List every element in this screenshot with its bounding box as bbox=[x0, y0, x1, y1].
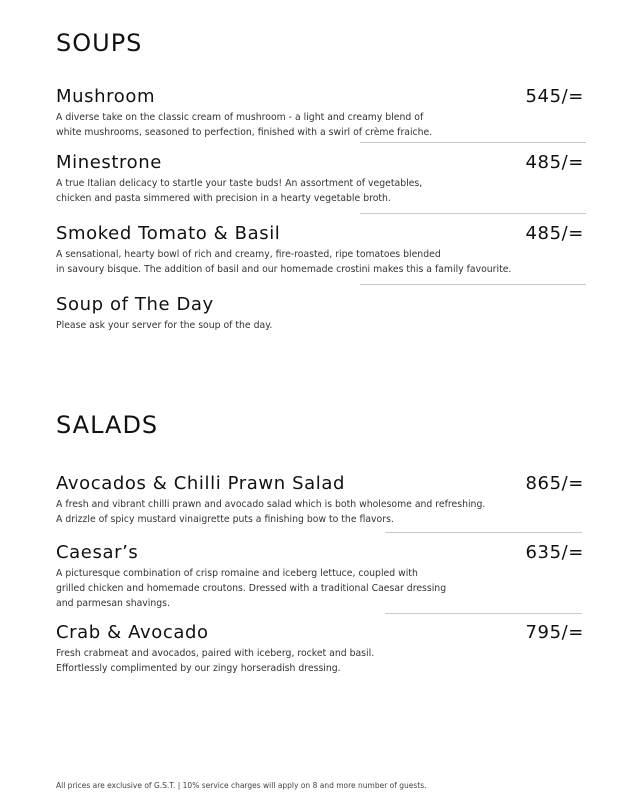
divider bbox=[360, 213, 586, 214]
item-price: 795/= bbox=[525, 622, 584, 643]
item-price: 485/= bbox=[525, 152, 584, 173]
item-name: Crab & Avocado bbox=[56, 622, 209, 643]
divider bbox=[360, 284, 586, 285]
item-name: Mushroom bbox=[56, 86, 156, 107]
price-disclaimer: All prices are exclusive of G.S.T. | 10% service charges will apply on 8 and more number of guests. bbox=[56, 781, 427, 790]
item-name: Soup of The Day bbox=[56, 294, 214, 315]
item-price: 485/= bbox=[525, 223, 584, 244]
item-price: 635/= bbox=[525, 542, 584, 563]
divider bbox=[385, 532, 582, 533]
item-description: A picturesque combination of crisp romaine and iceberg lettuce, coupled with grilled chicken and homemade croutons. Dressed with a traditional Caesar dressing and parmesan shavings. bbox=[56, 568, 447, 609]
item-description: A diverse take on the classic cream of mushroom - a light and creamy blend of white mushrooms, seasoned to perfection, finished with a swirl of crème fraiche. bbox=[56, 112, 433, 138]
menu-item-mushroom bbox=[56, 86, 584, 140]
item-price: 865/= bbox=[525, 473, 584, 494]
divider bbox=[360, 142, 586, 143]
menu-item-minestrone bbox=[56, 152, 584, 206]
item-price: 545/= bbox=[525, 86, 584, 107]
item-description: A fresh and vibrant chilli prawn and avocado salad which is both wholesome and refreshing. A drizzle of spicy mustard vinaigrette puts a finishing bow to the flavors. bbox=[56, 499, 486, 525]
menu-item-caesars bbox=[56, 542, 584, 611]
soups-heading: SOUPS bbox=[56, 29, 143, 57]
item-name: Smoked Tomato & Basil bbox=[56, 223, 281, 244]
menu-item-avocados-chilli-prawn bbox=[56, 473, 584, 527]
item-description: Fresh crabmeat and avocados, paired with iceberg, rocket and basil. Effortlessly complimented by our zingy horseradish dressing. bbox=[56, 648, 375, 674]
divider bbox=[385, 613, 582, 614]
item-description: A true Italian delicacy to startle your taste buds! An assortment of vegetables, chicken and pasta simmered with precision in a hearty vegetable broth. bbox=[56, 178, 423, 204]
menu-item-soup-of-the-day bbox=[56, 294, 584, 333]
item-name: Minestrone bbox=[56, 152, 162, 173]
menu-item-crab-avocado bbox=[56, 622, 584, 676]
item-description: A sensational, hearty bowl of rich and creamy, fire-roasted, ripe tomatoes blended in savoury bisque. The addition of basil and our homemade crostini makes this a family favourite. bbox=[56, 249, 512, 275]
menu-item-smoked-tomato-basil bbox=[56, 223, 584, 277]
item-name: Caesar’s bbox=[56, 542, 139, 563]
item-description: Please ask your server for the soup of the day. bbox=[56, 320, 273, 331]
salads-heading: SALADS bbox=[56, 411, 159, 439]
item-name: Avocados & Chilli Prawn Salad bbox=[56, 473, 345, 494]
